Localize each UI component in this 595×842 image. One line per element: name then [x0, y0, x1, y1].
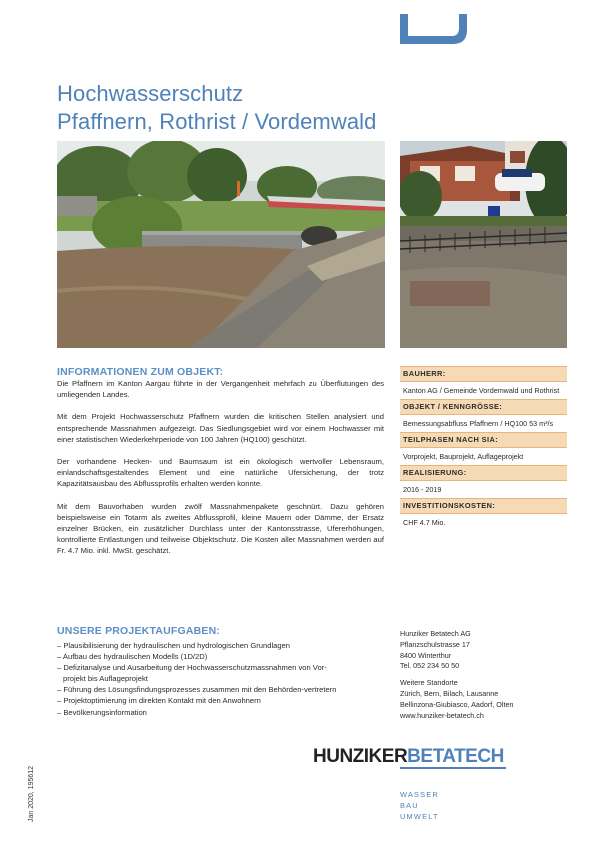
contact-city: 8400 Winterthur — [400, 650, 452, 660]
info-paragraph-3: Der vorhandene Hecken- und Baumsaum ist ein ökologisch wertvoller Lebensraum, einlandschaftsgestaltendes Element und eine natürliche Ufersicherung, der trotz Kapazitätsausbau des Abflussprofils erhalten werden konnte. — [57, 457, 384, 489]
title-line-2: Pfaffnern, Rothrist / Vordemwald — [57, 109, 377, 134]
fact-label-object: OBJEKT / KENNGRÖSSE: — [400, 399, 567, 414]
contact-locations-2: Bellinzona-Giubiasco, Aadorf, Olten — [400, 699, 514, 709]
contact-block — [400, 629, 570, 721]
info-paragraph-2: Mit dem Projekt Hochwasserschutz Pfaffnern wurden die kritischen Stellen analysiert und entsprechende Massnahmen aufgezeigt. Das Siedlungsgebiet wird vor einem Hochwasser mit einer statistischen Wiederkehrperiode von 100 Jahren (HQ100) geschützt. — [57, 412, 384, 444]
task-item: – Aufbau des hydraulischen Modells (1D/2D) — [57, 652, 208, 662]
tagline-build: BAU — [400, 801, 419, 810]
page-title — [57, 80, 377, 136]
contact-company: Hunziker Betatech AG — [400, 629, 471, 638]
task-item: – Projektoptimierung im direkten Kontakt mit den Anwohnern — [57, 696, 261, 706]
document-date: Jan 2020, 195612 — [28, 765, 35, 822]
info-text — [57, 378, 384, 568]
tasks-heading: UNSERE PROJEKTAUFGABEN: — [57, 625, 221, 637]
corner-logo-mark-icon — [400, 14, 467, 44]
task-item: projekt bis Auflageprojekt — [63, 674, 148, 684]
tasks-list — [57, 640, 387, 718]
facts-column — [400, 366, 567, 531]
fact-label-realisation: REALISIERUNG: — [400, 465, 567, 480]
fact-value-costs: CHF 4.7 Mio. — [400, 513, 567, 531]
logo-underline — [400, 767, 506, 769]
fact-value-client: Kanton AG / Gemeinde Vordemwald und Rothrist — [400, 381, 567, 399]
logo-part-hunziker: HUNZIKER — [313, 746, 408, 767]
tagline-water: WASSER — [400, 790, 439, 799]
photo-flooded-houses — [400, 141, 567, 348]
task-item: – Führung des Lösungsfindungsprozesses zusammen mit den Behörden-vertretern — [57, 685, 337, 695]
company-logo — [313, 746, 504, 768]
tagline-environment: UMWELT — [400, 812, 439, 821]
task-item: – Plausibilisierung der hydraulischen und hydrologischen Grundlagen — [57, 641, 291, 650]
brand-tagline — [400, 789, 439, 822]
fact-value-realisation: 2016 - 2019 — [400, 480, 567, 498]
title-line-1: Hochwasserschutz — [57, 81, 244, 106]
fact-label-costs: INVESTITIONSKOSTEN: — [400, 498, 567, 513]
info-heading: INFORMATIONEN ZUM OBJEKT: — [57, 366, 224, 378]
contact-website-link[interactable]: www.hunziker-betatech.ch — [400, 710, 484, 720]
fact-label-client: BAUHERR: — [400, 366, 567, 381]
contact-locations-1: Zürich, Bern, Bilach, Lausanne — [400, 688, 499, 698]
info-paragraph-4: Mit dem Bauvorhaben wurden zwölf Massnahmenpakete geschnürt. Dazu gehören beispielsweise ein Totarm als zweites Abflussprofil, kleine Mauern oder Dämme, der Ersatz einzelner Brücken, ein zusätzlicher Durchlass unter der Kantonsstrasse, Ufererhöhungen, kontrollierte Entlastungen und teilweise Objektschutz. Die Kosten aller Massnahmen werden auf Fr. 4.7 Mio. inkl. MwSt. geschätzt. — [57, 501, 384, 556]
fact-value-object: Bemessungsabfluss Pfaffnern / HQ100 53 m³/s — [400, 414, 567, 432]
info-paragraph-1: Die Pfaffnern im Kanton Aargau führte in der Vergangenheit mehrfach zu Überflutungen des umliegenden Landes. — [57, 379, 384, 400]
contact-locations-heading: Weitere Standorte — [400, 678, 458, 688]
contact-street: Pflanzschulstrasse 17 — [400, 639, 470, 649]
task-item: – Bevölkerungsinformation — [57, 707, 147, 717]
task-item: – Defizitanalyse und Ausarbeitung der Hochwasserschutzmassnahmen von Vor- — [57, 663, 327, 673]
contact-phone: Tel. 052 234 50 50 — [400, 661, 460, 671]
fact-value-phases: Vorprojekt, Bauprojekt, Auflageprojekt — [400, 447, 567, 465]
logo-part-betatech: BETATECH — [407, 746, 504, 767]
photo-river-channel — [57, 141, 385, 348]
fact-label-phases: TEILPHASEN NACH SIA: — [400, 432, 567, 447]
